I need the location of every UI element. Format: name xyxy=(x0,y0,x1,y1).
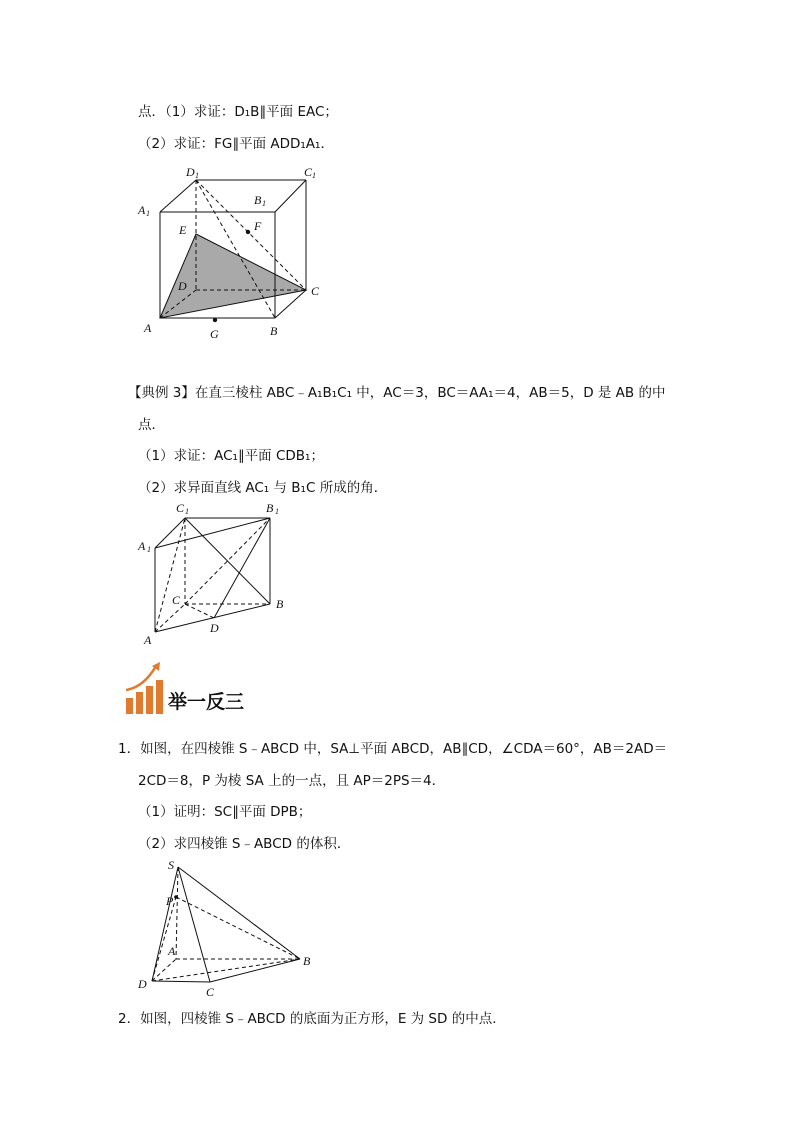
svg-text:A: A xyxy=(144,321,152,335)
svg-text:C: C xyxy=(172,593,181,607)
svg-text:B: B xyxy=(266,501,274,515)
practice-1-question-1: （1）证明：SC∥平面 DPB； xyxy=(138,804,312,820)
svg-text:1: 1 xyxy=(312,171,316,180)
growth-chart-icon xyxy=(124,660,168,716)
example-3-line-a: 【典例 3】在直三棱柱 ABC﹣A₁B₁C₁ 中，AC＝3，BC＝AA₁＝4，AB＝5，D 是 AB 的中 xyxy=(128,385,666,401)
problem-line-2: （2）求证：FG∥平面 ADD₁A₁． xyxy=(138,136,334,152)
svg-text:B: B xyxy=(276,597,284,611)
svg-text:C: C xyxy=(304,165,313,179)
practice-2-line: 2．如图，四棱锥 S﹣ABCD 的底面为正方形，E 为 SD 的中点． xyxy=(118,1011,506,1027)
svg-text:1: 1 xyxy=(195,171,199,180)
svg-text:F: F xyxy=(254,219,262,233)
svg-text:D: D xyxy=(210,621,219,635)
point-f xyxy=(246,230,250,234)
svg-text:1: 1 xyxy=(146,209,150,218)
example-3-question-2: （2）求异面直线 AC₁ 与 B₁C 所成的角． xyxy=(138,480,388,496)
example-3-line-b: 点． xyxy=(138,417,165,433)
svg-text:G: G xyxy=(210,327,219,340)
svg-text:S: S xyxy=(168,858,174,872)
svg-text:A: A xyxy=(138,203,146,217)
svg-text:1: 1 xyxy=(262,199,266,208)
svg-text:D: D xyxy=(138,977,147,991)
cube-figure xyxy=(130,160,330,340)
svg-text:1: 1 xyxy=(275,507,279,516)
practice-1-line-a: 1．如图，在四棱锥 S﹣ABCD 中，SA⊥平面 ABCD，AB∥CD，∠CDA＝60°，AB＝2AD＝ xyxy=(118,741,668,757)
svg-text:E: E xyxy=(179,223,187,237)
svg-text:C: C xyxy=(311,284,320,298)
point-g xyxy=(213,318,217,322)
svg-text:A: A xyxy=(168,944,176,958)
svg-text:C: C xyxy=(206,985,215,999)
point-p xyxy=(174,895,178,899)
svg-text:A: A xyxy=(144,633,152,647)
section-title: 举一反三 xyxy=(168,691,245,713)
pyramid-figure xyxy=(130,855,320,1000)
svg-text:B: B xyxy=(270,324,278,338)
svg-text:1: 1 xyxy=(185,507,189,516)
svg-text:A: A xyxy=(138,539,146,553)
svg-text:P: P xyxy=(166,894,174,908)
svg-text:D: D xyxy=(178,279,187,293)
svg-text:B: B xyxy=(254,193,262,207)
practice-1-line-b: 2CD＝8，P 为棱 SA 上的一点，且 AP＝2PS＝4． xyxy=(138,773,446,789)
svg-text:B: B xyxy=(303,954,311,968)
example-3-question-1: （1）求证：AC₁∥平面 CDB₁； xyxy=(138,448,324,464)
svg-text:D: D xyxy=(186,165,195,179)
prism-figure xyxy=(130,500,310,650)
svg-text:1: 1 xyxy=(147,545,151,554)
problem-line-1: 点．（1）求证：D₁B∥平面 EAC； xyxy=(138,104,338,120)
practice-1-question-2: （2）求四棱锥 S﹣ABCD 的体积． xyxy=(138,836,351,852)
shaded-triangle-eac xyxy=(160,234,306,318)
svg-text:C: C xyxy=(176,501,185,515)
